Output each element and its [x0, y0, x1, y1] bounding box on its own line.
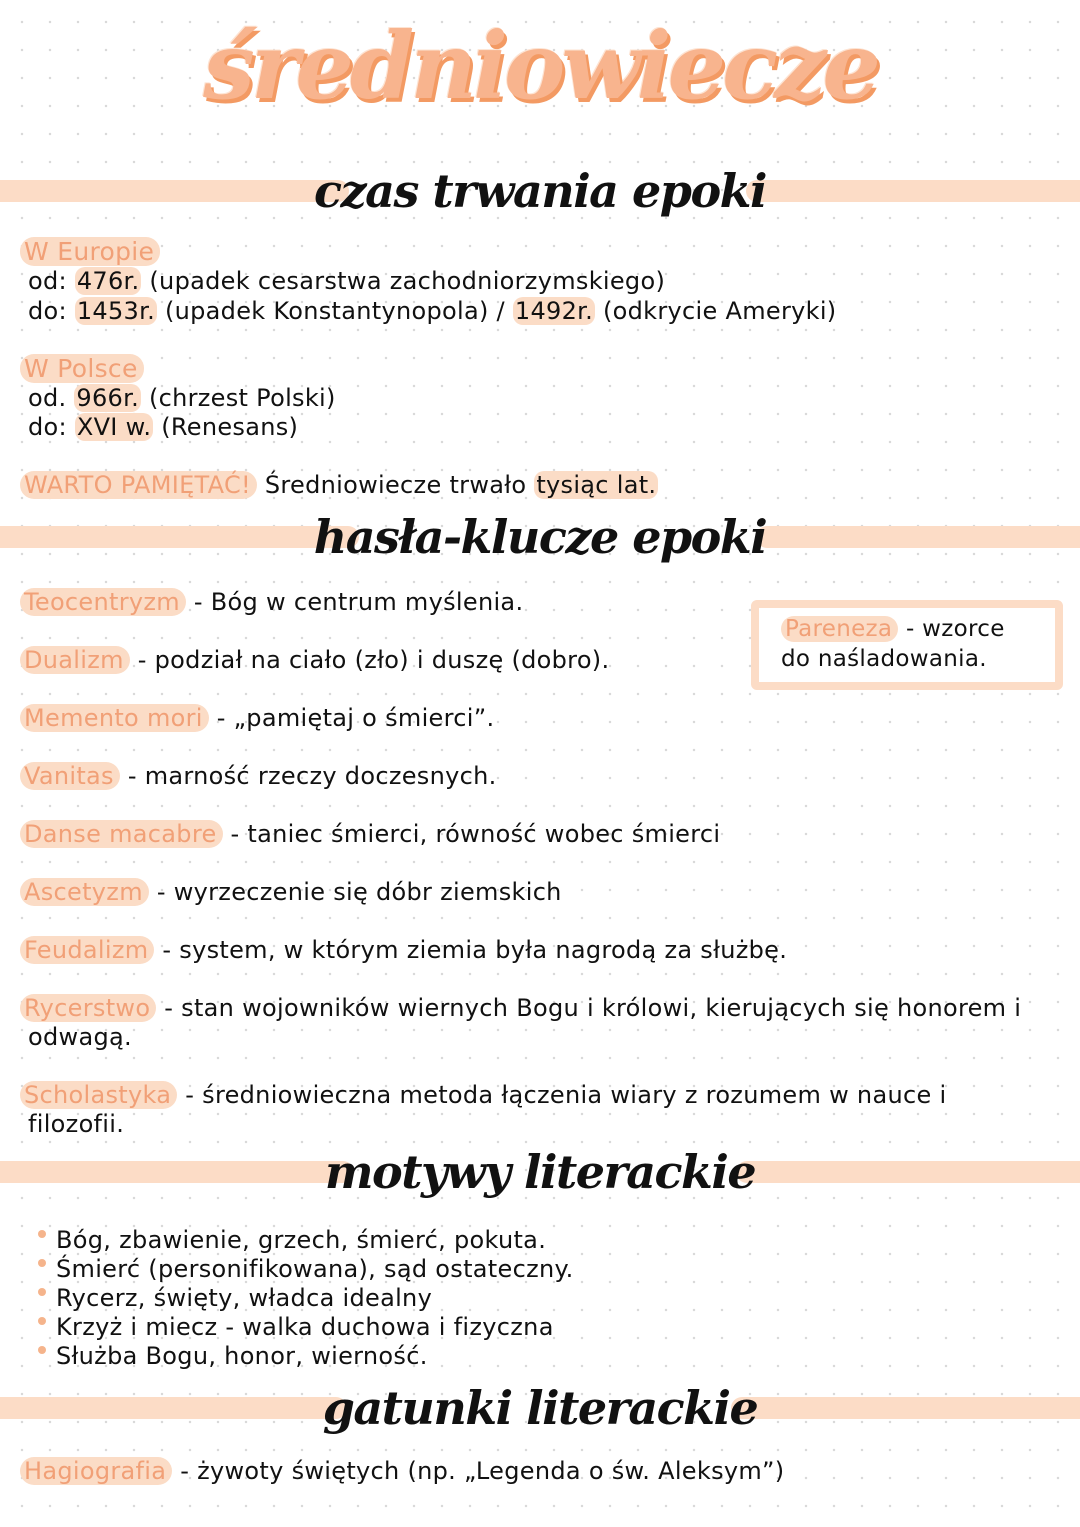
genre-item: Hagiografia - żywoty świętych (np. „Legenda o św. Aleksym”): [20, 1456, 784, 1486]
keyword-item-continuation: filozofii.: [28, 1110, 125, 1138]
europe-from-line: od: 476r. (upadek cesarstwa zachodniorzymskiego): [28, 267, 666, 295]
section-header-keywords: [0, 507, 1080, 567]
keyword-item: Feudalizm - system, w którym ziemia była nagrodą za służbę.: [20, 935, 787, 965]
remember-label: WARTO PAMIĘTAĆ!: [20, 471, 257, 499]
section-heading: hasła-klucze epoki: [313, 510, 767, 564]
parenesis-term: Parenezа: [781, 616, 898, 642]
keyword-item: Scholastyka - średniowieczna metoda łączenia wiary z rozumem w nauce i: [20, 1080, 946, 1110]
bullet-icon: [38, 1317, 46, 1325]
motif-item: Krzyż i miecz - walka duchowa i fizyczna: [38, 1312, 554, 1342]
motif-item: Bóg, zbawienie, grzech, śmierć, pokuta.: [38, 1225, 546, 1255]
page-title: średniowiecze: [203, 12, 877, 120]
keyword-item: Rycerstwo - stan wojowników wiernych Bogu i królowi, kierujących się honorem i: [20, 993, 1021, 1023]
remember-note: WARTO PAMIĘTAĆ! Średniowiecze trwało tysiąc lat.: [20, 470, 658, 500]
parenesis-def-continuation: do naśladowania.: [781, 646, 987, 672]
poland-label: W Polsce: [20, 354, 144, 384]
section-heading: motywy literackie: [324, 1145, 756, 1199]
section-heading: gatunki literackie: [322, 1381, 758, 1435]
section-header-motifs: [0, 1142, 1080, 1202]
europe-label: W Europie: [20, 237, 160, 267]
motif-item: Rycerz, święty, władca idealny: [38, 1283, 432, 1313]
bullet-icon: [38, 1259, 46, 1267]
bullet-icon: [38, 1346, 46, 1354]
keyword-item: Vanitas - marność rzeczy doczesnych.: [20, 761, 497, 791]
poland-from-line: od. 966r. (chrzest Polski): [28, 384, 336, 412]
keyword-item: Dualizm - podział na ciało (zło) i duszę (dobro).: [20, 645, 609, 675]
motif-item: Służba Bogu, honor, wierność.: [38, 1341, 428, 1371]
section-header-genres: [0, 1378, 1080, 1438]
keyword-item: Teocentryzm - Bóg w centrum myślenia.: [20, 587, 523, 617]
parenesis-box: Parenezа - wzorce do naśladowania.: [751, 600, 1063, 690]
bullet-icon: [38, 1288, 46, 1296]
keyword-item: Danse macabre - taniec śmierci, równość wobec śmierci: [20, 819, 720, 849]
bullet-icon: [38, 1230, 46, 1238]
keyword-item: Ascetyzm - wyrzeczenie się dóbr ziemskich: [20, 877, 562, 907]
motif-item: Śmierć (personifikowana), sąd ostateczny.: [38, 1254, 574, 1284]
keyword-item-continuation: odwagą.: [28, 1023, 132, 1051]
section-header-duration: [0, 161, 1080, 221]
poland-to-line: do: XVI w. (Renesans): [28, 413, 299, 441]
section-heading: czas trwania epoki: [314, 164, 766, 218]
europe-to-line: do: 1453r. (upadek Konstantynopola) / 1492r. (odkrycie Ameryki): [28, 297, 837, 325]
keyword-item: Memento mori - „pamiętaj o śmierci”.: [20, 703, 494, 733]
